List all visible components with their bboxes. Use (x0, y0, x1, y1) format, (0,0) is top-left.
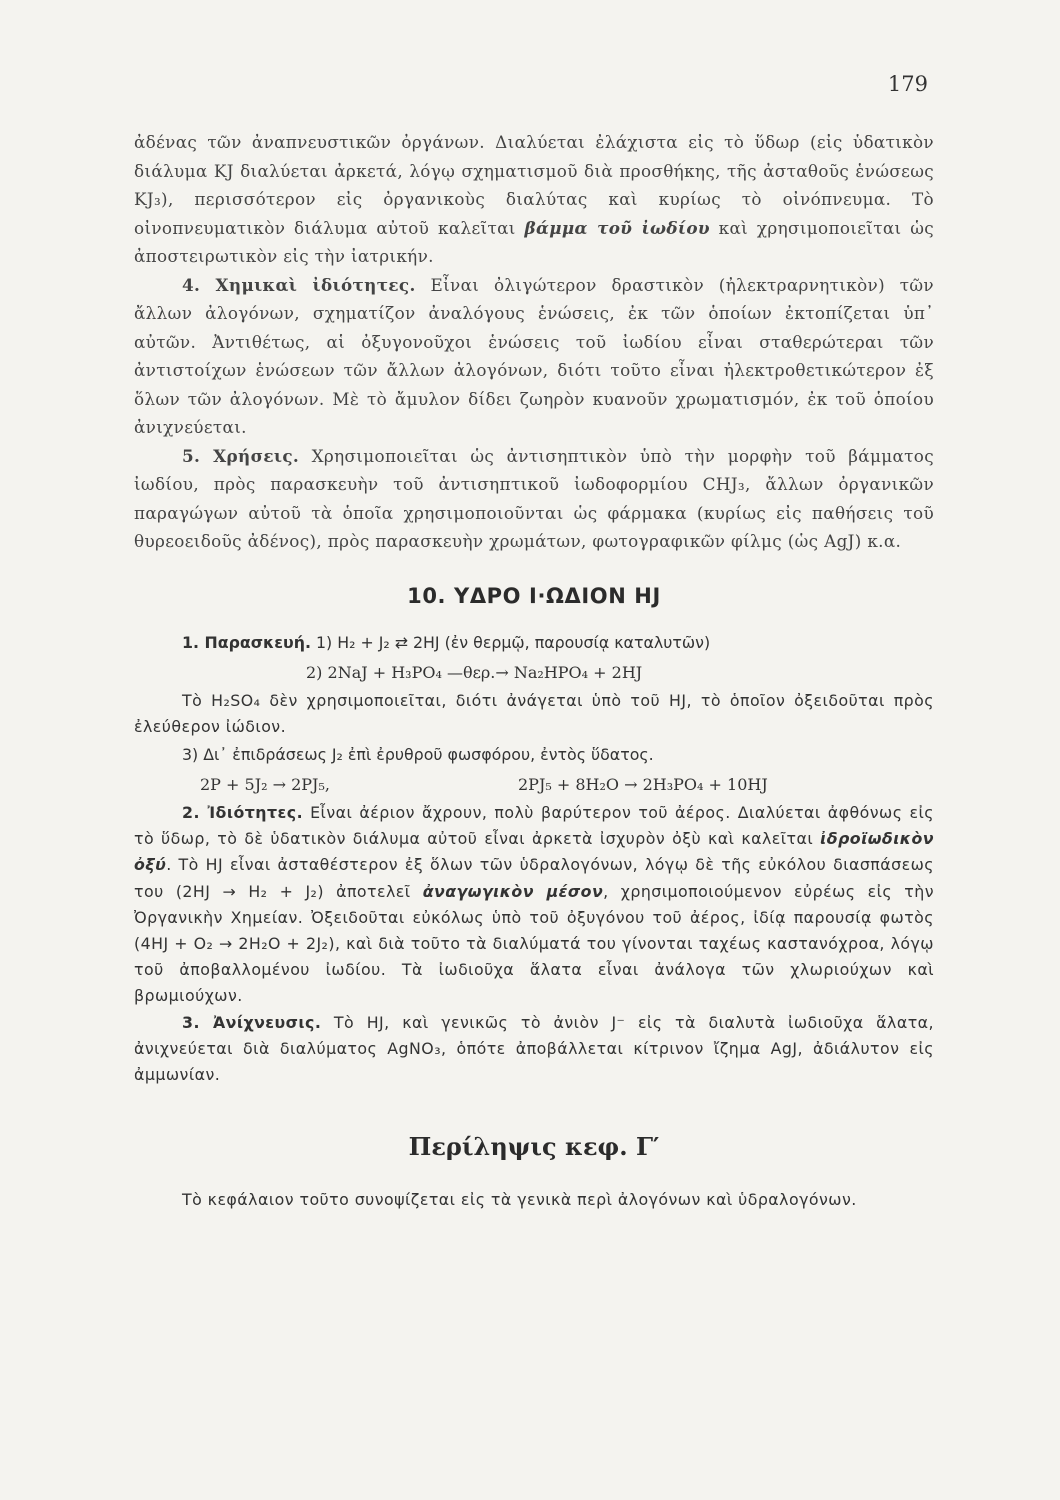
preparation-line (134, 628, 934, 658)
item-text: Εἶναι ὀλιγώτερον δραστικὸν (ἠλεκτραρνητικὸν) τῶν ἄλλων ἀλογόνων, σχηματίζον ἀναλόγους ἑνώσεις, ἐκ τῶν ὁποίων ἐκτοπίζεται ὑπ᾽ αὐτῶν. Ἀντιθέτως, αἱ ὀξυγονοῦχοι ἑνώσεις τοῦ ἰωδίου εἶναι σταθερώτεραι τῶν ἀντιστοίχων ἑνώσεων τῶν ἄλλων ἀλογόνων, διότι τοῦτο εἶναι ἠλεκτροθετικώτερον ἐξ ὅλων τῶν ἀλογόνων. Μὲ τὸ ἄμυλον δίδει ζωηρὸν κυανοῦν χρωματισμόν, ἐκ τοῦ ὁποίου ἀνιχνεύεται. (134, 274, 934, 437)
item-text-b: . Τὸ HJ εἶναι ἀσταθέστερον ἐξ ὅλων τῶν ὑδραλογόνων, λόγῳ δὲ τῆς εὐκόλου διασπάσεως του (2HJ → H₂ + J₂) ἀποτελεῖ (134, 855, 934, 901)
equation-3a: 2P + 5J₂ → 2PJ₅, (200, 774, 330, 794)
paragraph-iodine-solubility (134, 128, 934, 271)
page-number: 179 (887, 72, 928, 96)
equation-3-intro: 3) Δι᾽ ἐπιδράσεως J₂ ἐπὶ ἐρυθροῦ φωσφόρου, ἐντὸς ὕδατος. (182, 744, 654, 764)
item-label: 5. Χρήσεις. (182, 445, 300, 466)
equation-3b: 2PJ₅ + 8H₂O → 2H₃PO₄ + 10HJ (518, 774, 768, 794)
term-hydroiodic-acid: ἰδροϊωδικὸν ὀξύ (134, 829, 934, 875)
item-text: Τὸ HJ, καὶ γενικῶς τὸ ἀνιὸν J⁻ εἰς τὰ διαλυτὰ ἰωδιοῦχα ἅλατα, ἀνιχνεύεται διὰ διαλύματος AgNO₃, ὁπότε ἀποβάλλεται κίτρινον ἴζημα AgJ, ἀδιάλυτον εἰς ἀμμωνίαν. (134, 1012, 934, 1084)
paragraph-text-end: καὶ χρησιμοποιεῖται ὡς ἀποστειρωτικὸν εἰς τὴν ἰατρικήν. (134, 217, 934, 266)
section-heading: 10. ΥΔΡΟ Ι·ΩΔΙΟΝ HJ (407, 583, 661, 608)
page-body (134, 128, 934, 1213)
item-text-a: Εἶναι ἀέριον ἄχρουν, πολὺ βαρύτερον τοῦ ἀέρος. Διαλύεται ἀφθόνως εἰς τὸ ὕδωρ, τὸ δὲ ὑδατικὸν διάλυμα αὐτοῦ εἶναι ἀρκετὰ ἰσχυρὸν ὀξὺ καὶ καλεῖται (134, 802, 934, 849)
paragraph-hj-properties (134, 800, 934, 1010)
term-reducing-agent: ἀναγωγικὸν μέσον (422, 881, 604, 901)
paragraph-chemical-properties (134, 271, 934, 442)
equation-1: 1) H₂ + J₂ ⇄ 2HJ (ἐν θερμῷ, παρουσίᾳ καταλυτῶν) (316, 632, 711, 652)
item-text-c: , χρησιμοποιούμενον εὐρέως εἰς τὴν Ὀργανικὴν Χημείαν. Ὀξειδοῦται εὐκόλως ὑπὸ τοῦ ὀξυγόνου τοῦ ἀέρος, ἰδίᾳ παρουσίᾳ φωτὸς (4HJ + O₂ → 2H₂O + 2J₂), καὶ διὰ τοῦτο τὰ διαλύματά του γίνονται ταχέως καστανόχροα, λόγῳ τοῦ ἀποβαλλομένου ἰωδίου. Τὰ ἰωδιοῦχα ἅλατα εἶναι ἀνάλογα τῶν χλωριούχων καὶ βρωμιούχων. (134, 881, 934, 1006)
paragraph-uses (134, 442, 934, 556)
item-label: 3. Ἀνίχνευσις. (182, 1012, 322, 1032)
summary-title: Περίληψις κεφ. Γ′ (408, 1132, 660, 1162)
equation-2: 2) 2NaJ + H₃PO₄ —θερ.→ Na₂HPO₄ + 2HJ (306, 662, 643, 682)
item-label: 2. Ἰδιότητες. (182, 802, 304, 822)
item-text: Χρησιμοποιεῖται ὡς ἀντισηπτικὸν ὑπὸ τὴν μορφὴν τοῦ βάμματος ἰωδίου, πρὸς παρασκευὴν τοῦ ἀντισηπτικοῦ ἰωδοφορμίου CHJ₃, ἄλλων ὀργανικῶν παραγώγων αὐτοῦ τὰ ὁποῖα χρησιμοποιοῦνται ὡς φάρμακα (κυρίως εἰς παθήσεις τοῦ θυρεοειδοῦς ἀδένος), πρὸς παρασκευὴν χρωμάτων, φωτογραφικῶν φίλμς (ὡς AgJ) κ.α. (134, 445, 934, 551)
paragraph-sulfuric-note: Τὸ H₂SO₄ δὲν χρησιμοποιεῖται, διότι ἀνάγεται ὑπὸ τοῦ HJ, τὸ ὁποῖον ὀξειδοῦται πρὸς ἐλεύθερον ἰώδιον. (134, 690, 934, 736)
paragraph-detection (134, 1010, 934, 1089)
item-label: 4. Χημικαὶ ἰδιότητες. (182, 274, 416, 295)
paragraph-text: ἀδένας τῶν ἀναπνευστικῶν ὀργάνων. Διαλύεται ἐλάχιστα εἰς τὸ ὕδωρ (εἰς ὑδατικὸν διάλυμα KJ διαλύεται ἀρκετά, λόγῳ σχηματισμοῦ διὰ προσθήκης, τῆς ἀσταθοῦς ἑνώσεως KJ₃), περισσότερον εἰς ὀργανικοὺς διαλύτας καὶ κυρίως τὸ οἰνόπνευμα. Τὸ οἰνοπνευματικὸν διάλυμα αὐτοῦ καλεῖται (134, 132, 934, 238)
term-tincture-of-iodine: βάμμα τοῦ ἰωδίου (524, 217, 710, 238)
item-label: 1. Παρασκευή. (182, 632, 311, 652)
equation-3-row (134, 770, 934, 800)
summary-text: Τὸ κεφάλαιον τοῦτο συνοψίζεται εἰς τὰ γενικὰ περὶ ἀλογόνων καὶ ὑδραλογόνων. (182, 1190, 857, 1210)
